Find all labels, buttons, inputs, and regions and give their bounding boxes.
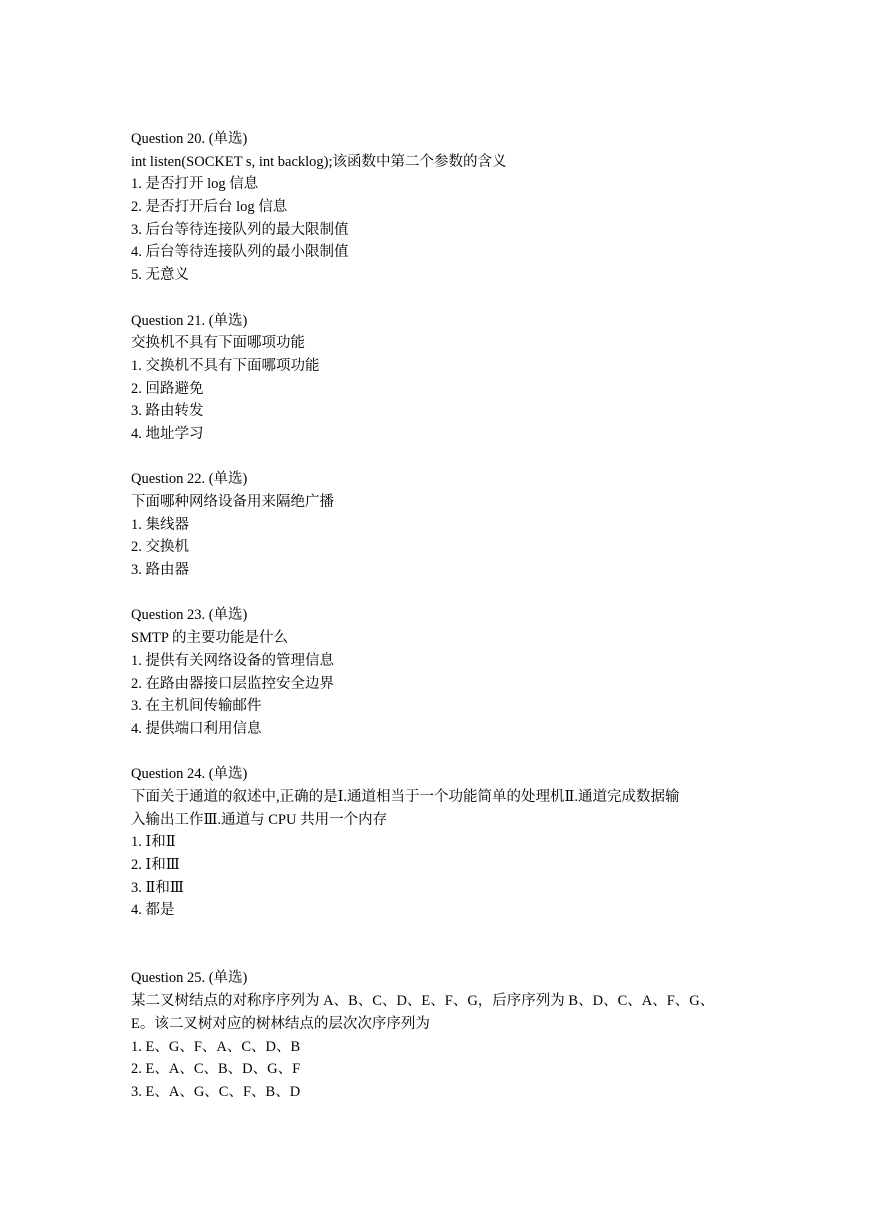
option: 3. 路由器	[131, 562, 189, 579]
option: 1. 提供有关网络设备的管理信息	[131, 652, 334, 669]
question-stem: int listen(SOCKET s, int backlog);该函数中第二个参数的含义	[131, 153, 507, 170]
option: 1. 集线器	[131, 516, 189, 533]
question-21	[131, 310, 751, 446]
option: 3. 在主机间传输邮件	[131, 698, 262, 715]
option: 2. 是否打开后台 log 信息	[131, 199, 288, 216]
document-page	[131, 128, 751, 1104]
option: 5. 无意义	[131, 267, 189, 284]
option: 3. 后台等待连接队列的最大限制值	[131, 221, 349, 238]
option: 1. 交换机不具有下面哪项功能	[131, 357, 320, 374]
question-stem-line: E。该二叉树对应的树林结点的层次次序序列为	[131, 1015, 430, 1032]
question-header: Question 21. (单选)	[131, 312, 248, 329]
question-24	[131, 763, 751, 922]
option: 2. E、A、C、B、D、G、F	[131, 1061, 301, 1078]
option: 2. 交换机	[131, 539, 189, 556]
spacer	[131, 287, 751, 310]
option: 2. 在路由器接口层监控安全边界	[131, 675, 334, 692]
question-header: Question 20. (单选)	[131, 131, 248, 147]
question-header: Question 23. (单选)	[131, 607, 248, 624]
option: 4. 提供端口利用信息	[131, 720, 262, 737]
question-header: Question 24. (单选)	[131, 766, 248, 783]
spacer	[131, 446, 751, 469]
option: 1. E、G、F、A、C、D、B	[131, 1038, 301, 1055]
question-header: Question 22. (单选)	[131, 471, 248, 488]
question-25	[131, 967, 751, 1103]
question-stem-line: 入输出工作Ⅲ.通道与 CPU 共用一个内存	[131, 811, 388, 828]
question-20	[131, 128, 751, 287]
spacer	[131, 741, 751, 764]
spacer	[131, 582, 751, 605]
option: 2. 回路避免	[131, 380, 204, 397]
option: 4. 都是	[131, 902, 175, 919]
option: 3. 路由转发	[131, 403, 204, 420]
option: 4. 地址学习	[131, 425, 204, 442]
question-header: Question 25. (单选)	[131, 970, 248, 987]
question-stem: 交换机不具有下面哪项功能	[131, 335, 305, 352]
option: 3. Ⅱ和Ⅲ	[131, 879, 184, 896]
question-22	[131, 468, 751, 581]
question-stem: SMTP 的主要功能是什么	[131, 630, 288, 647]
option: 3. E、A、G、C、F、B、D	[131, 1083, 301, 1100]
question-stem: 下面哪种网络设备用来隔绝广播	[131, 494, 334, 510]
option: 2. Ⅰ和Ⅲ	[131, 857, 180, 873]
option: 1. 是否打开 log 信息	[131, 176, 259, 193]
question-stem-line: 下面关于通道的叙述中,正确的是Ⅰ.通道相当于一个功能简单的处理机Ⅱ.通道完成数据输	[131, 788, 680, 805]
question-stem-line: 某二叉树结点的对称序序列为 A、B、C、D、E、F、G，后序序列为 B、D、C、A、F、G、	[131, 993, 715, 1010]
spacer	[131, 922, 751, 967]
question-23	[131, 604, 751, 740]
option: 4. 后台等待连接队列的最小限制值	[131, 244, 349, 261]
option: 1. Ⅰ和Ⅱ	[131, 834, 176, 851]
